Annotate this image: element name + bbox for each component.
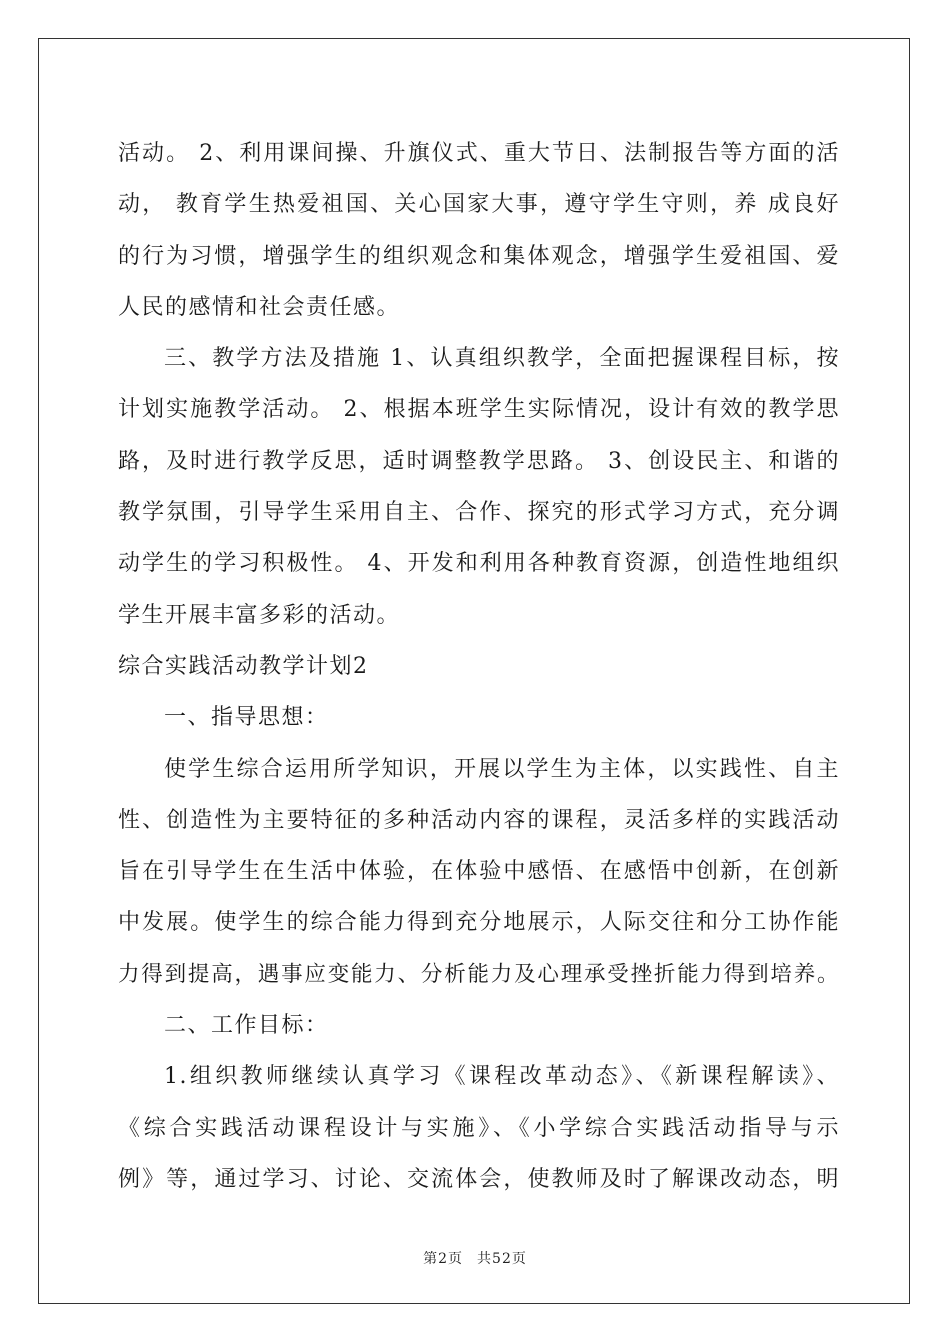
section-heading-line: 三、教学方法及措施 1、认真组织教学，全面把握课程目标，按 <box>164 346 840 372</box>
text-line: 1.组织教师继续认真学习《课程改革动态》、《新课程解读》、 <box>164 1064 840 1090</box>
text-line: 《综合实践活动课程设计与实施》、《小学综合实践活动指导与示 <box>118 1115 840 1141</box>
text-line: 活动。 2、利用课间操、升旗仪式、重大节日、法制报告等方面的活 <box>118 141 840 166</box>
page-total: 共52页 <box>477 1251 527 1267</box>
text-line: 中发展。使学生的综合能力得到充分地展示，人际交往和分工协作能 <box>118 910 840 936</box>
text-line: 路，及时进行教学反思，适时调整教学思路。 3、创设民主、和谐的 <box>118 448 840 474</box>
document-body <box>118 128 840 1205</box>
text-line: 学生开展丰富多彩的活动。 <box>118 602 401 628</box>
page-number: 第2页 <box>423 1251 464 1267</box>
text-line: 计划实施教学活动。 2、根据本班学生实际情况，设计有效的教学思 <box>118 397 840 423</box>
section-heading: 一、指导思想： <box>164 705 329 731</box>
text-line: 的行为习惯，增强学生的组织观念和集体观念，增强学生爱祖国、爱 <box>118 243 840 269</box>
text-line: 使学生综合运用所学知识，开展以学生为主体，以实践性、自主 <box>164 756 840 782</box>
section-heading: 二、工作目标： <box>164 1013 329 1039</box>
page-footer <box>0 1248 950 1268</box>
text-line: 例》等，通过学习、讨论、交流体会，使教师及时了解课改动态，明 <box>118 1166 840 1192</box>
text-line: 性、创造性为主要特征的多种活动内容的课程，灵活多样的实践活动 <box>118 807 840 833</box>
text-line: 人民的感情和社会责任感。 <box>118 294 401 320</box>
text-line: 动学生的学习积极性。 4、开发和利用各种教育资源，创造性地组织 <box>118 551 840 577</box>
text-line: 旨在引导学生在生活中体验，在体验中感悟、在感悟中创新，在创新 <box>118 859 840 885</box>
text-line: 动， 教育学生热爱祖国、关心国家大事，遵守学生守则，养 成良好 <box>118 192 840 218</box>
text-line: 教学氛围，引导学生采用自主、合作、探究的形式学习方式，充分调 <box>118 500 840 526</box>
text-line: 力得到提高，遇事应变能力、分析能力及心理承受挫折能力得到培养。 <box>118 961 840 987</box>
document-subtitle: 综合实践活动教学计划2 <box>118 653 369 679</box>
